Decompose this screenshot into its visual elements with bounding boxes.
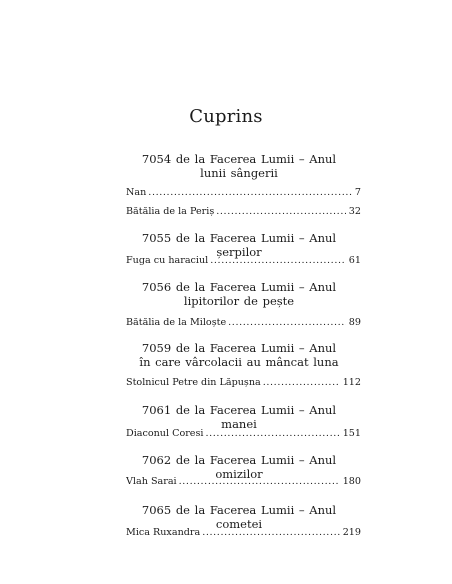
toc-entry-label: Diaconul Coresi	[126, 428, 204, 439]
dot-leader	[216, 206, 346, 218]
toc-entry-page: 61	[348, 255, 361, 266]
toc-entry[interactable]	[126, 255, 361, 267]
toc-entry[interactable]	[126, 206, 361, 218]
section-heading-line: lunii sângerii	[200, 166, 278, 180]
toc-entry-page: 219	[342, 527, 361, 538]
dot-leader	[210, 255, 346, 267]
toc-entry-page: 180	[342, 476, 361, 487]
section-heading-line: 7062 de la Facerea Lumii – Anul omizilor	[141, 453, 337, 481]
section-heading	[126, 280, 352, 308]
toc-entry-label: Vlah Sarai	[126, 476, 177, 487]
dot-leader	[148, 187, 352, 199]
page-title: Cuprins	[189, 106, 263, 127]
dot-leader	[179, 476, 340, 488]
toc-entry-page: 7	[354, 187, 361, 198]
section-heading	[126, 403, 352, 431]
toc-entry[interactable]	[126, 187, 361, 199]
section-heading-line: în care vârcolacii au mâncat luna	[139, 355, 339, 369]
toc-entry-page: 89	[348, 317, 361, 328]
dot-leader	[263, 377, 340, 389]
toc-entry[interactable]	[126, 377, 361, 389]
section-heading-line: 7054 de la Facerea Lumii – Anul	[141, 152, 337, 166]
toc-entry[interactable]	[126, 476, 361, 488]
toc-entry-label: Bătălia de la Periș	[126, 206, 215, 217]
section-heading-line: 7055 de la Facerea Lumii – Anul șerpilor	[141, 231, 337, 259]
dot-leader	[205, 428, 339, 440]
section-heading-line: lipitorilor de pește	[183, 294, 295, 308]
toc-entry-label: Stolnicul Petre din Lăpușna	[126, 377, 261, 388]
toc-entry[interactable]	[126, 428, 361, 440]
section-heading-line: 7061 de la Facerea Lumii – Anul manei	[141, 403, 337, 431]
section-heading-line: 7056 de la Facerea Lumii – Anul	[141, 280, 337, 294]
toc-entry-label: Nan	[126, 187, 147, 198]
section-heading-line: 7065 de la Facerea Lumii – Anul cometei	[141, 503, 337, 531]
dot-leader	[228, 317, 346, 329]
toc-entry-label: Bătălia de la Miloște	[126, 317, 227, 328]
toc-entry[interactable]	[126, 527, 361, 539]
section-heading	[126, 341, 352, 369]
toc-entry-label: Fuga cu haraciul	[126, 255, 209, 266]
section-heading	[126, 152, 352, 180]
toc-entry-page: 112	[342, 377, 361, 388]
toc-entry-page: 32	[348, 206, 361, 217]
dot-leader	[202, 527, 339, 539]
toc-entry-page: 151	[342, 428, 361, 439]
section-heading-line: 7059 de la Facerea Lumii – Anul	[141, 341, 337, 355]
toc-entry-label: Mica Ruxandra	[126, 527, 201, 538]
toc-entry[interactable]	[126, 317, 361, 329]
